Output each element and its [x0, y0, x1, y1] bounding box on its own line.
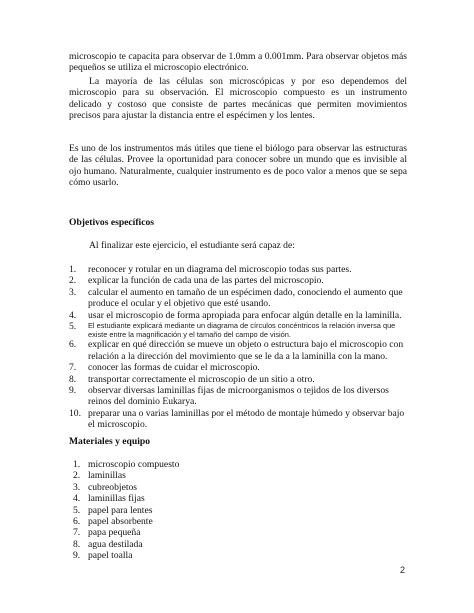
materials-list	[73, 459, 179, 562]
item-text: calcular el aumento en tamaño de un espécimen dado, conociendo el aumento que produce el ocular y el objetivo que esté usando.	[88, 286, 403, 310]
material-item	[73, 459, 179, 470]
item-text: usar el microscopio de forma apropiada para enfocar algún detalle en la laminilla.	[88, 309, 402, 321]
item-number: 6.	[69, 339, 77, 351]
objective-item	[69, 385, 407, 408]
material-item	[73, 493, 179, 504]
item-text: laminillas	[88, 470, 126, 482]
objectives-list	[69, 264, 407, 431]
material-item	[73, 527, 179, 538]
item-text: papel absorbente	[88, 516, 153, 528]
item-text: papa pequeña	[88, 527, 141, 539]
item-text: cubreobjetos	[88, 481, 138, 493]
materials-heading: Materiales y equipo	[69, 436, 151, 447]
item-number: 3.	[73, 481, 81, 493]
paragraph-instrument: Es uno de los instrumentos más útiles que tiene el biólogo para observar las estructuras de las células. Provee la oportunidad para conocer sobre un mundo que es invisible al ojo humano. Naturalmente, cualquier instrumento es de poco valor a menos que se sepa cómo usarlo.	[69, 143, 407, 189]
objective-item	[69, 310, 407, 321]
objective-item	[69, 321, 407, 339]
page-number: 2	[400, 565, 406, 575]
material-item	[73, 539, 179, 550]
item-number: 9.	[69, 385, 77, 397]
material-item	[73, 550, 179, 561]
item-number: 9.	[73, 550, 81, 562]
item-number: 2.	[69, 275, 77, 287]
item-text: explicar en qué dirección se mueve un objeto o estructura bajo el microscopio con relación a la dirección del movimiento que se le da a la laminilla con la mano.	[88, 339, 404, 362]
item-number: 5.	[69, 321, 77, 333]
item-number: 1.	[69, 264, 77, 275]
material-item	[73, 505, 179, 516]
paragraph-cells: La mayoría de las células son microscópicas y por eso dependemos del microscopio para su observación. El microscopio compuesto es un instrumento delicado y costoso que consiste de partes mecánicas que permiten movimientos precisos para ajustar la distancia entre el espécimen y los lentes.	[69, 76, 407, 122]
objective-item	[69, 287, 407, 310]
objectives-intro: Al finalizar este ejercicio, el estudiante será capaz de:	[89, 240, 295, 251]
item-number: 6.	[73, 516, 81, 528]
item-text: agua destilada	[88, 538, 143, 550]
objective-item	[69, 275, 407, 286]
item-text: preparar una o varias laminillas por el método de montaje húmedo y observar bajo el microscopio.	[88, 407, 405, 431]
material-item	[73, 516, 179, 527]
objective-item	[69, 339, 407, 362]
item-number: 4.	[69, 309, 77, 321]
material-item	[73, 470, 179, 481]
objectives-heading: Objetivos específicos	[69, 217, 154, 228]
item-number: 8.	[69, 373, 77, 385]
item-text: observar diversas laminillas fijas de microorganismos o tejidos de los diversos reinos del dominio Eukarya.	[88, 385, 389, 408]
item-number: 7.	[69, 362, 77, 374]
objective-item	[69, 362, 407, 373]
item-number: 7.	[73, 527, 81, 539]
item-text: El estudiante explicará mediante un diagrama de círculos concéntricos la relación inversa que existe entre la magnificación y el tamaño del campo de visión.	[88, 321, 396, 340]
item-number: 8.	[73, 538, 81, 550]
item-text: papel toalla	[88, 550, 133, 562]
item-text: papel para lentes	[88, 504, 153, 516]
material-item	[73, 482, 179, 493]
item-number: 2.	[73, 470, 81, 482]
item-text: transportar correctamente el microscopio de un sitio a otro.	[88, 373, 315, 385]
item-number: 10.	[69, 407, 81, 419]
item-number: 4.	[73, 493, 81, 505]
item-text: conocer las formas de cuidar el microscopio.	[88, 362, 260, 374]
objective-item	[69, 374, 407, 385]
item-text: microscopio compuesto	[88, 459, 180, 470]
paragraph-intro: microscopio te capacita para observar de 1.0mm a 0.001mm. Para observar objetos más pequeños se utiliza el microscopio electrónico.	[69, 51, 407, 74]
item-number: 3.	[69, 286, 77, 298]
item-number: 5.	[73, 504, 81, 516]
item-text: laminillas fijas	[88, 493, 145, 505]
item-text: reconocer y rotular en un diagrama del microscopio todas sus partes.	[88, 264, 352, 275]
item-number: 1.	[73, 459, 81, 470]
objective-item	[69, 408, 407, 431]
objective-item	[69, 264, 407, 275]
item-text: explicar la función de cada una de las partes del microscopio.	[88, 275, 324, 287]
